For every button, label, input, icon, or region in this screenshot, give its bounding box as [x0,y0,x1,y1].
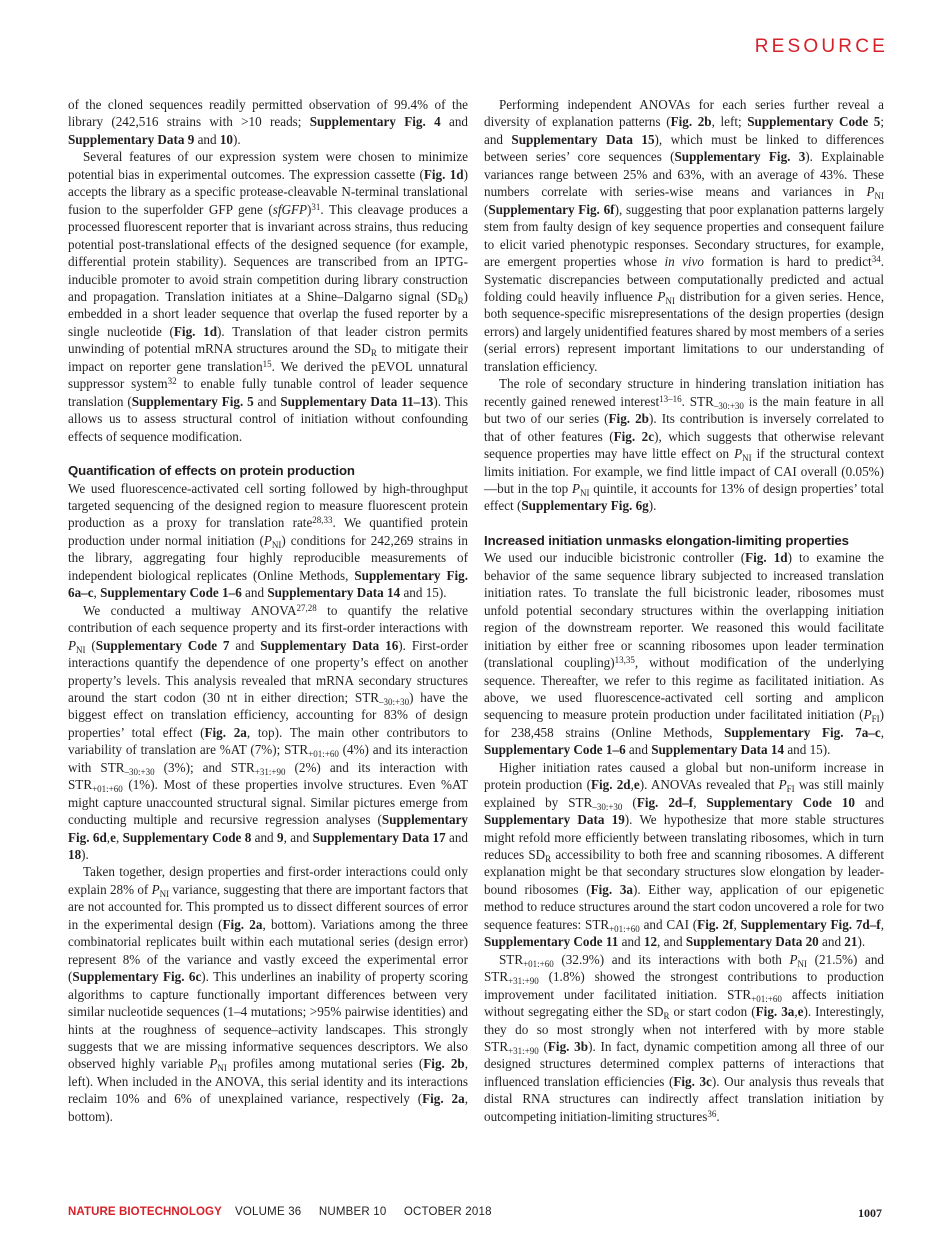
figure-reference: Supplementary Data 9 [68,131,195,147]
italic-term: P [863,707,872,723]
figure-reference: Supplementary Code 1–6 [484,742,626,758]
subscript: +01:+60 [523,958,554,969]
date-label: OCTOBER 2018 [403,1206,492,1218]
citation-superscript: 28,33 [312,515,333,526]
figure-reference: Fig. 3a [590,881,633,897]
figure-reference: Fig. 2a [204,724,247,740]
figure-reference: Supplementary Data 15 [511,131,655,147]
citation-superscript: 32 [167,376,177,387]
subscript: NI [797,958,808,969]
figure-reference: Fig. 2d [590,777,631,793]
citation-superscript: 13,35 [614,655,635,666]
italic-term: P [68,637,77,653]
figure-reference: Supplementary Data 16 [260,637,399,653]
journal-name: NATURE BIOTECHNOLOGY [68,1206,222,1218]
body-paragraph: The role of secondary structure in hindering translation initiation has recently gained renewed interest$^{13-16}$. $STR_{-30:+30}$ is the main feature in all but two of our series (Fig. 2b). Its contribution is inversely correlated to that of other features (Fig. 2c), which suggests that otherwise relevant sequence properties may have little effect on $P_{NI}$ if the structural context limits initiation. For example, we find little impact of CAI overall (0.05%)—but in the top $P_{NI}$ quintile, it accounts for 13% of design properties’ total effect (Supplementary Fig. 6g). [484,376,884,514]
figure-reference: Supplementary Code 5 [747,114,881,130]
italic-term: P [572,480,581,496]
subscript: R [663,1011,670,1022]
figure-reference: Fig. 2a [222,916,263,932]
body-paragraph: Several features of our expression system were chosen to minimize potential bias in experimental outcomes. The expression cassette (Fig. 1d) accepts the library as a specific protease-cleavable N-terminal translational fusion to the superfolder GFP gene (sfGFP)$^{31}$. This cleavage produces a processed fluorescent reporter that is invariant across strains, thus reducing potential post-translational effects of the designed sequence (for example, differential protein stability). Sequences are transcribed from an IPTG-inducible promoter to avoid strain competition during library construction and propagation. Translation initiates at a Shine–Dalgarno signal $(SD_R)$ embedded in a short leader sequence that overlap the fused reporter by a single nucleotide (Fig. 1d). Translation of that leader cistron permits unwinding of potential mRNA structures around the $SD_R$ to mitigate their impact on reporter gene translation$^{15}$. We derived the pEVOL unnatural suppressor system$^{32}$ to enable fully tunable control of leader sequence translation (Supplementary Fig. 5 and Supplementary Data 11–13). This allows us to assess structural control of initiation without confounding effects of sequence modification. [68,149,469,444]
subscript: FI [871,714,880,725]
italic-term: P [866,184,875,200]
subscript: –30:+30 [379,696,410,707]
figure-reference: Supplementary Code 1–6 [100,585,242,601]
italic-term: sfGFP [272,201,308,217]
number-label: NUMBER 10 [318,1206,387,1218]
subscript: +01:+60 [92,784,123,795]
figure-reference: Supplementary Fig. 4 [309,114,441,130]
subscript: –30:+30 [592,801,623,812]
subscript: NI [271,539,282,550]
subscript: –30:+30 [713,400,744,411]
figure-reference: Supplementary Fig. 7d–f [740,916,881,932]
figure-reference: 10 [219,131,233,147]
figure-reference: Supplementary Fig. 3 [674,149,806,165]
section-tag: RESOURCE [754,36,888,57]
italic-term: P [789,951,798,967]
italic-term: in vivo [664,254,704,270]
body-paragraph: Higher initiation rates caused a global but non-uniform increase in protein production (Fig. 2d,e). ANOVAs revealed that $P_{FI}$ was still mainly explained by $STR_{-30:+30}$ (Fig. 2d–f, Supplementary Code 10 and Supplementary Data 19). We hypothesize that more stable structures might refold more efficiently between translating ribosomes, which in turn reduces $SD_R$ accessibility to both free and scanning ribosomes. A different explanation might be that secondary structures slow elongation by leader-bound ribosomes (Fig. 3a). Either way, application of our epigenetic method to reduce structures around the start codon uncovered a role for two sequence features: $STR_{+01:+60}$ and CAI (Fig. 2f, Supplementary Fig. 7d–f, Supplementary Code 11 and 12, and Supplementary Data 20 and 21). [484,759,884,950]
figure-reference: Supplementary Data 14 [267,585,401,601]
figure-reference: e [797,1004,804,1020]
figure-reference: Fig. 1d [173,323,218,339]
italic-term: P [734,446,743,462]
citation-superscript: 27,28 [296,602,317,613]
figure-reference: Supplementary Code 10 [706,794,855,810]
figure-reference: Supplementary Data 17 [312,829,446,845]
figure-reference: Supplementary Fig. 6g [521,498,649,514]
figure-reference: Supplementary Fig. 6d [68,812,468,845]
right-column [484,96,884,1125]
figure-reference: 21 [844,934,858,950]
body-paragraph: Taken together, design properties and first-order interactions could only explain 28% of $P_{NI}$ variance, suggesting that there are important factors that are not accounted for. This prompted us to dissect different sources of error in the experimental design (Fig. 2a, bottom). Variations among the three combinatorial replicates built within each mutational series (design error) represent 8% of the variance and vastly exceed the experimental error (Supplementary Fig. 6c). This underlines an inability of property scoring algorithms to capture functionally important differences between very similar nucleotide sequences (1–4 mutations; >95% pairwise identities) and hints at the roughness of sequence–activity landscapes. This strongly suggests that we are missing informative sequences descriptors. We also observed highly variable $P_{NI}$ profiles among mutational series (Fig. 2b, left). When included in the ANOVA, this serial identity and its interactions reclaim 10% and 6% of unexplained variance, respectively (Fig. 2a, bottom). [68,864,468,1124]
figure-reference: Supplementary Code 7 [95,637,230,653]
figure-reference: 18 [68,847,82,863]
subscript: R [457,295,464,306]
subscript: NI [874,191,884,202]
figure-reference: Fig. 2a [422,1091,465,1107]
issue-info [235,1206,506,1218]
body-paragraph: Performing independent ANOVAs for each series further reveal a diversity of explanation patterns (Fig. 2b, left; Supplementary Code 5; and Supplementary Data 15), which must be linked to differences between series’ core sequences (Supplementary Fig. 3). Explainable variances range between 25% and 63%, with an average of 43%. These numbers correlate with series-wise means and variances in $P_{NI}$ (Supplementary Fig. 6f), suggesting that poor explanation patterns largely stem from faulty design of key sequence properties and consequent failure to elicit varied phenotypic responses. Secondary structures, for example, are emergent properties whose in vivo formation is hard to predict$^{34}$. Systematic discrepancies between computationally predicted and actual folding could heavily influence $P_{NI}$ distribution for a given series. Hence, both sequence-specific misrepresentations of the design properties (design errors) and largely unidentified features shared by most members of a series (serial errors) represent important limitations to our understanding of translation efficiency. [484,97,884,374]
subscript: +01:+60 [751,993,782,1004]
italic-term: P [657,288,666,304]
body-paragraph: We conducted a multiway ANOVA$^{27,28}$ to quantify the relative contribution of each sequence property and its first-order interactions with $P_{NI}$ (Supplementary Code 7 and Supplementary Data 16). First-order interactions quantify the dependence of one property’s effect on another property’s levels. This analysis revealed that mRNA secondary structures around the start codon (30 nt in either direction; $STR_{-30:+30}$) have the biggest effect on translation efficiency, accounting for 83% of design properties’ total effect (Fig. 2a, top). The main other contributors to variability of translation are %AT (7%); $STR_{+01:+60}$ (4%) and its interaction with $STR_{-30:+30}$ (3%); and $STR_{+31:+90}$ (2%) and its interaction with $STR_{+01:+60}$ (1%). Most of these properties involve structures. Even %AT might capture unaccounted structural signal. Similar pictures emerge from conducting multiple and recursive regression analyses (Supplementary Fig. 6d,e, Supplementary Code 8 and 9, and Supplementary Data 17 and 18). [68,602,469,863]
section-heading: Quantification of effects on protein production [68,463,355,479]
figure-reference: 9 [277,829,284,845]
figure-reference: Supplementary Code 8 [122,829,252,845]
figure-reference: Fig. 2f [697,916,734,932]
subscript: FI [786,784,795,795]
figure-reference: Fig. 2b [423,1056,465,1072]
subscript: R [545,854,552,865]
figure-reference: Supplementary Fig. 6f [488,201,615,217]
body-paragraph: We used our inducible bicistronic controller (Fig. 1d) to examine the behavior of the same sequence library subjected to increased translation initiation rates. To translate the full bicistronic leader, ribosomes must unfold potential secondary structures within the overlapping initiation region of the downstream reporter. We reasoned this would facilitate initiation by either free or scanning ribosomes upon leader termination (translational coupling)$^{13,35}$, without modification of the underlying sequence. Thereafter, we refer to this regime as facilitated initiation. As above, we used fluorescence-activated cell sorting and amplicon sequencing to measure protein production under facilitated initiation $(P_{FI})$ for 238,458 strains (Online Methods, Supplementary Fig. 7a–c, Supplementary Code 1–6 and Supplementary Data 14 and 15). [484,550,884,758]
subscript: –30:+30 [124,766,155,777]
figure-reference: Fig. 2b [670,114,712,130]
subscript: NI [76,644,86,655]
citation-superscript: 13–16 [659,393,682,404]
figure-reference: Supplementary Code 11 [484,934,619,950]
figure-reference: Fig. 2b [608,411,649,427]
volume-label: VOLUME 36 [235,1206,302,1218]
italic-term: P [209,1056,218,1072]
italic-term: P [263,532,272,548]
figure-reference: Fig. 2d–f [636,794,694,810]
figure-reference: e [633,777,640,793]
page-number: 1007 [858,1206,882,1220]
body-paragraph: of the cloned sequences readily permitted observation of 99.4% of the library (242,516 strains with >10 reads; Supplementary Fig. 4 and Supplementary Data 9 and 10). [68,97,468,147]
italic-term: P [151,881,160,897]
subscript: NI [665,295,675,306]
figure-reference: Fig. 2c [613,428,655,444]
figure-reference: Fig. 3a [755,1004,795,1020]
subscript: R [370,348,377,359]
figure-reference: Fig. 1d [745,550,788,566]
figure-reference: Supplementary Fig. 6a–c [68,567,468,601]
italic-term: P [778,777,787,793]
subscript: +31:+90 [254,766,286,777]
figure-reference: Supplementary Fig. 6c [72,969,202,985]
figure-reference: Supplementary Data 19 [484,812,625,828]
section-heading: Increased initiation unmasks elongation-limiting properties [484,532,849,548]
figure-reference: Supplementary Data 11–13 [280,393,434,409]
citation-superscript: 34 [871,254,881,265]
subscript: +01:+60 [609,923,640,934]
subscript: +31:+90 [508,1046,539,1057]
subscript: NI [217,1063,227,1074]
subscript: NI [580,487,590,498]
figure-reference: 12 [643,934,658,950]
body-paragraph: We used fluorescence-activated cell sorting followed by high-throughput targeted sequencing of the designed region to measure fluorescent protein production as a proxy for translation rate$^{28,33}$. We quantified protein production under normal initiation $(P_{NI})$ conditions for 242,269 strains in the library, aggregating four highly reproducible measurements of independent biological replicates (Online Methods, Supplementary Fig. 6a–c, Supplementary Code 1–6 and Supplementary Data 14 and 15). [68,480,468,601]
figure-reference: Supplementary Fig. 5 [131,393,254,409]
figure-reference: e [110,829,116,845]
figure-reference: Fig. 3c [673,1073,712,1089]
figure-reference: Fig. 1d [423,166,464,182]
citation-superscript: 36 [707,1108,717,1119]
left-column [68,96,468,1125]
figure-reference: Fig. 3b [547,1039,589,1055]
subscript: NI [742,453,752,464]
page-footer [68,1206,882,1224]
subscript: NI [159,888,170,899]
subscript: +31:+90 [508,976,539,987]
figure-reference: Supplementary Fig. 7a–c [724,724,881,740]
figure-reference: Supplementary Data 20 [685,934,819,950]
citation-superscript: 15 [262,358,272,369]
subscript: +01:+60 [308,749,339,760]
citation-superscript: 31 [311,201,321,212]
figure-reference: Supplementary Data 14 [651,742,785,758]
body-paragraph: $STR_{+01:+60}$ (32.9%) and its interactions with both $P_{NI}$ (21.5%) and $STR_{+31:+90}$ (1.8%) showed the strongest contributions to production improvement under facilitated initiation. $STR_{+01:+60}$ affects initiation without segregating either the $SD_R$ or start codon (Fig. 3a,e). Interestingly, they do so most strongly when not interfered with by more stable $STR_{+31:+90}$ (Fig. 3b). In fact, dynamic competition among all three of our designed structures determined complex patterns of interactions that influenced translation efficiencies (Fig. 3c). Our analysis thus reveals that distal RNA structures can indirectly affect translation initiation by outcompeting initiation-limiting structures$^{36}$. [484,951,885,1124]
